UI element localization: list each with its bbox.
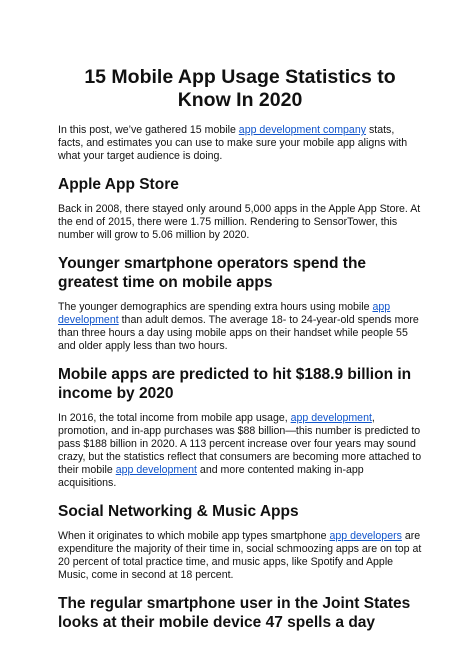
app-development-company-link[interactable]: app development company — [238, 124, 367, 136]
section-device-checks — [58, 594, 422, 632]
app-developers-link[interactable]: app developers — [329, 530, 402, 542]
intro-paragraph — [58, 124, 422, 163]
paragraph-text: When it originates to which mobile app types smartphone — [58, 530, 330, 542]
app-development-link[interactable]: app development — [290, 412, 372, 424]
app-development-link[interactable]: app development — [58, 301, 391, 326]
section-heading: Social Networking & Music Apps — [58, 503, 299, 520]
intro-text-before: In this post, we’ve gathered 15 mobile — [58, 124, 239, 136]
section-paragraph — [58, 530, 422, 582]
section-younger-users — [58, 254, 422, 353]
page-title: 15 Mobile App Usage Statistics to Know In 2020 — [84, 66, 396, 111]
app-development-link[interactable]: app development — [115, 464, 197, 476]
section-heading: Mobile apps are predicted to hit $188.9 billion in income by 2020 — [58, 366, 412, 402]
paragraph-text: The younger demographics are spending extra hours using mobile — [58, 301, 373, 313]
section-heading: The regular smartphone user in the Joint States looks at their mobile device 47 spells a day — [58, 595, 411, 631]
paragraph-text: are expenditure the majority of their time in, social schmoozing apps are on top at 20 percent of total practice time, and music apps, like Spotify and Apple Music, come in second at 18 percent. — [58, 530, 422, 581]
section-revenue-prediction — [58, 365, 422, 490]
paragraph-text: In 2016, the total income from mobile app usage, — [58, 412, 291, 424]
paragraph-text: than adult demos. The average 18- to 24-year-old spends more than three hours a day using mobile apps on their handset while people 55 and older apply less than two hours. — [58, 314, 419, 352]
intro-text-after: stats, facts, and estimates you can use to make sure your mobile app aligns with what your target audience is doing. — [58, 124, 408, 162]
section-apple-app-store — [58, 175, 422, 242]
section-paragraph — [58, 301, 422, 353]
section-heading: Younger smartphone operators spend the greatest time on mobile apps — [58, 255, 367, 291]
paragraph-text: , promotion, and in-app purchases was $88 billion—this number is predicted to pass $188 billion in 2020. A 113 percent increase over four years may sound crazy, but the statistics reflect that consumers are becoming more attached to their mobile — [58, 412, 422, 476]
section-heading: Apple App Store — [58, 176, 179, 193]
section-paragraph — [58, 412, 422, 490]
section-social-music-apps — [58, 502, 422, 582]
section-paragraph: Back in 2008, there stayed only around 5,000 apps in the Apple App Store. At the end of 2015, there were 1.75 million. Rendering to SensorTower, this number will grow to 5.06 million by 2020. — [58, 203, 421, 241]
paragraph-text: and more contented making in-app acquisitions. — [58, 464, 364, 489]
